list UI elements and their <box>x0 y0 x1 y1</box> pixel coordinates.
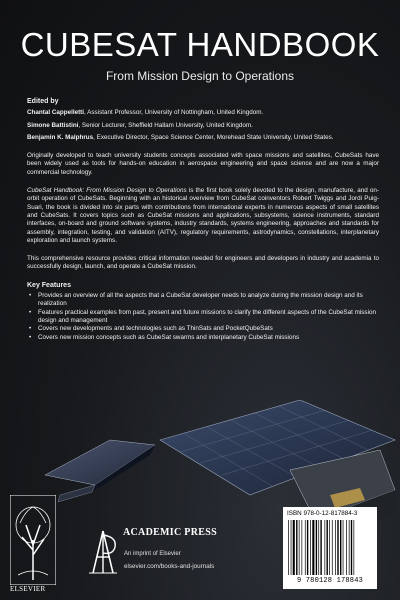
editor-line <box>27 122 379 130</box>
barcode-bar <box>320 520 321 575</box>
isbn-barcode <box>283 507 377 589</box>
barcode-bar <box>305 520 306 575</box>
barcode-bar <box>351 520 352 575</box>
barcode-bars <box>287 520 373 575</box>
cover-text-block <box>27 98 379 342</box>
description-paragraph <box>27 187 379 245</box>
elsevier-wordmark: ELSEVIER <box>10 585 46 593</box>
barcode-bar <box>343 520 344 575</box>
barcode-bar <box>332 520 333 575</box>
key-feature-item: • Covers new developments and technologies such as ThinSats and PocketQubeSats <box>38 325 379 333</box>
editor-line <box>27 134 379 142</box>
editor-line <box>27 109 379 117</box>
resource-paragraph: This comprehensive resource provides critical information needed for engineers and developers in industry and academia to successfully design, launch, and operate a CubeSat mission. <box>27 255 379 271</box>
editor-name: Simone Battistini <box>27 121 79 129</box>
editor-role: , Executive Director, Space Science Center, Morehead State University, United States. <box>93 133 334 141</box>
academic-press-logo <box>87 525 119 577</box>
key-feature-item: • Covers new mission concepts such as CubeSat swarms and interplanetary CubeSat missions <box>38 334 379 342</box>
editor-role: , Assistant Professor, University of Nottingham, United Kingdom. <box>84 109 264 117</box>
barcode-bar <box>335 520 336 575</box>
barcode-bar <box>329 520 330 575</box>
imprint-line: An imprint of Elsevier <box>124 551 181 557</box>
barcode-bar <box>296 520 297 575</box>
barcode-bar <box>354 520 355 575</box>
description-text: is the first book solely devoted to the design, manufacture, and on-orbit operation of CubeSats. Beginning with an historical overview from CubeSat coinventors Robert Twiggs and Jordi Puig-Suari, the book is divided into six parts with contributions from international experts in numerous aspects of small satellites and CubeSats. It covers topics such as CubeSat missions and applications, subsystems, science instruments, standard interfaces, on-board and ground software systems, industry standards, systems engineering, approaches and standards for assembly, integration, testing, and validation (AITV), regulatory requirements, astrodynamics, constellations, interplanetary exploration and launch systems. <box>27 187 379 244</box>
barcode-bar <box>327 520 328 575</box>
editor-role: , Senior Lecturer, Sheffield Hallam University, United Kingdom. <box>78 121 253 129</box>
elsevier-logo <box>10 495 56 585</box>
academic-press-name: ACADEMIC PRESS <box>123 527 217 538</box>
barcode-bar <box>346 520 347 575</box>
isbn-number: ISBN 978-0-12-817884-3 <box>287 510 358 517</box>
barcode-bar <box>302 520 303 575</box>
key-feature-item: • Provides an overview of all the aspects that a CubeSat developer needs to analyze during the mission design and its realization <box>38 292 379 309</box>
barcode-bar <box>291 520 292 575</box>
key-features-heading: Key Features <box>27 281 71 289</box>
barcode-digits: 9 780128 178843 <box>296 577 363 585</box>
barcode-bar <box>293 520 295 575</box>
book-subtitle: From Mission Design to Operations <box>105 69 295 83</box>
barcode-bar <box>312 520 314 575</box>
barcode-bar <box>340 520 341 575</box>
edited-by-label: Edited by <box>27 98 59 105</box>
book-title-italic: CubeSat Handbook: From Mission Design to Operations <box>27 187 187 195</box>
barcode-bar <box>349 520 350 575</box>
barcode-bar <box>337 520 338 575</box>
publisher-url: elsevier.com/books-and-journals <box>124 563 215 570</box>
barcode-bar <box>310 520 311 575</box>
editor-name: Benjamin K. Malphrus <box>27 133 94 141</box>
barcode-bar <box>307 520 308 575</box>
editor-name: Chantal Cappelletti <box>27 109 85 117</box>
key-features-list <box>27 292 379 342</box>
intro-paragraph: Originally developed to teach university students concepts associated with space missions and satellites, CubeSats have been widely used as tools for hands-on education in aerospace engineering and space science and are now a major commercial technology. <box>27 152 379 176</box>
barcode-bar <box>325 520 326 575</box>
small-satellite-graphic <box>45 440 155 502</box>
barcode-bar <box>316 520 317 575</box>
book-title: CUBESAT HANDBOOK <box>20 26 380 63</box>
barcode-bar <box>299 520 300 575</box>
barcode-bar <box>318 520 319 575</box>
barcode-bar <box>288 520 289 575</box>
key-feature-item: • Features practical examples from past, present and future missions to clarify the different aspects of the CubeSat mission design and management <box>38 309 379 326</box>
